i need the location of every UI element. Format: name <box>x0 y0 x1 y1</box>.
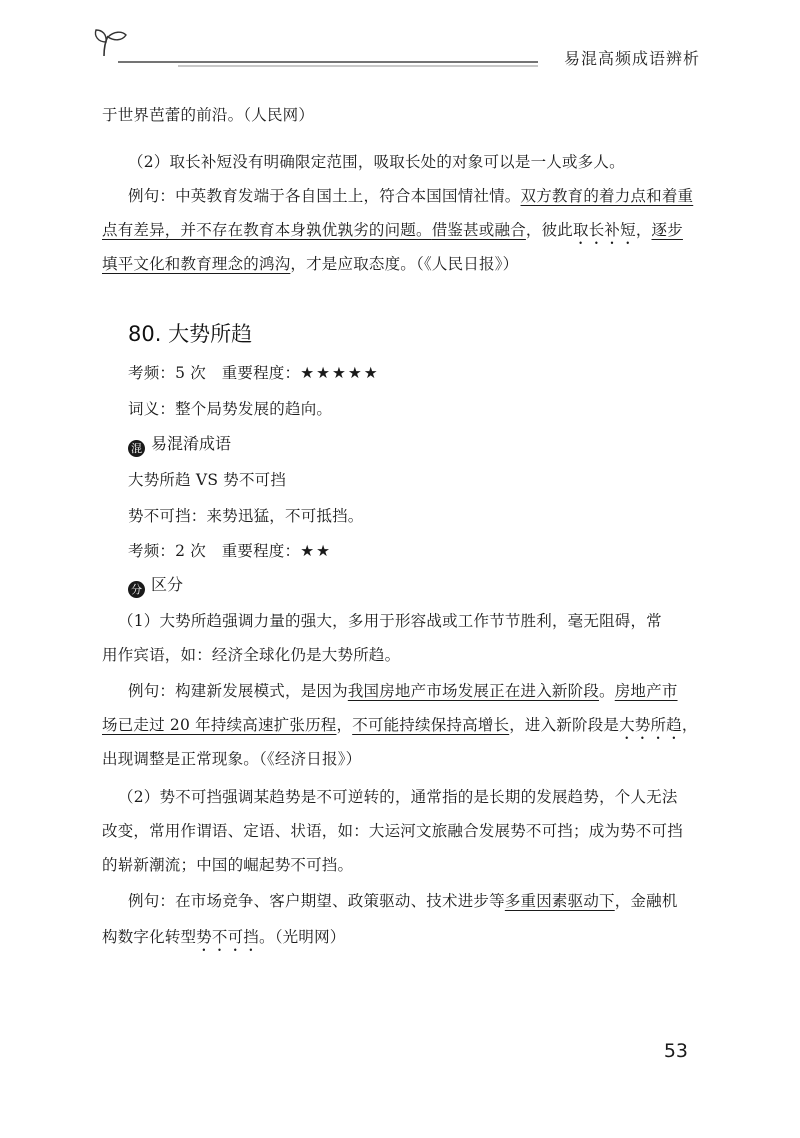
example-text: ， <box>635 221 652 239</box>
difference-badge-icon: 分 <box>128 581 145 598</box>
example-text: ，彼此 <box>525 221 574 239</box>
diff-1-line-2: 用作宾语，如：经济全球化仍是大势所趋。 <box>102 646 401 664</box>
prev-point-2: （2）取长补短没有明确限定范围，吸取长处的对象可以是一人或多人。 <box>128 153 625 171</box>
confuse-badge-icon: 混 <box>128 440 145 457</box>
importance-stars: ★★ <box>300 542 332 560</box>
frequency-label: 考频：2 次 重要程度： <box>128 542 301 560</box>
prev-example-line-1 <box>128 185 693 207</box>
page-number: 53 <box>663 1040 688 1062</box>
example-text: ，才是应取态度。（《人民日报》） <box>290 255 519 273</box>
target-idiom: 势不可挡 <box>196 928 260 946</box>
target-idiom: 大势所趋 <box>619 716 682 734</box>
entry-title: 80. 大势所趋 <box>128 322 253 346</box>
example-text: 例句：中英教育发端于各自国土上，符合本国国情社情。 <box>128 187 521 205</box>
prev-example-line-2 <box>102 219 683 248</box>
running-header-title: 易混高频成语辨析 <box>563 49 700 68</box>
underlined-phrase: 房地产市 <box>614 682 678 700</box>
underlined-phrase: 逐步 <box>651 221 683 239</box>
frequency-label: 考频：5 次 重要程度： <box>128 364 301 382</box>
diff-2-line-1: （2）势不可挡强调某趋势是不可逆转的，通常指的是长期的发展趋势，个人无法 <box>118 788 678 806</box>
underlined-phrase: 借鉴甚或融合 <box>431 221 526 239</box>
underlined-phrase: 多重因素驱动下 <box>504 892 615 910</box>
entry-frequency <box>128 362 380 384</box>
example-text: ，进入新阶段是 <box>509 716 620 734</box>
confuse-heading-text: 易混淆成语 <box>151 434 232 453</box>
example-text: 例句：构建新发展模式，是因为 <box>128 682 348 700</box>
example-text: 。（光明网） <box>259 928 346 946</box>
versus-line: 大势所趋 VS 势不可挡 <box>128 471 287 489</box>
target-idiom: 取长补短 <box>573 221 636 239</box>
diff-1-line-1: （1）大势所趋强调力量的强大，多用于形容战或工作节节胜利，毫无阻碍，常 <box>118 612 662 630</box>
alt-frequency <box>128 540 332 562</box>
header-rule <box>118 56 538 70</box>
underlined-phrase: 我国房地产市场发展正在进入新阶段 <box>347 682 600 700</box>
prev-source-line: 于世界芭蕾的前沿。（人民网） <box>102 106 315 124</box>
importance-stars: ★★★★★ <box>300 364 380 382</box>
example-text: 例句：在市场竞争、客户期望、政策驱动、技术进步等 <box>128 892 505 910</box>
underlined-phrase: 填平文化和教育理念的鸿沟 <box>102 255 291 273</box>
alt-meaning: 势不可挡：来势迅猛，不可抵挡。 <box>128 507 364 525</box>
diff-2-example-line-1 <box>128 890 678 912</box>
diff-2-line-2: 改变，常用作谓语、定语、状语，如：大运河文旅融合发展势不可挡；成为势不可挡 <box>102 822 683 840</box>
example-text: 。 <box>599 682 615 700</box>
diff-2-example-line-2 <box>102 926 345 955</box>
diff-2-line-3: 的崭新潮流；中国的崛起势不可挡。 <box>102 856 354 874</box>
underlined-phrase: 不可能持续保持高增长 <box>352 716 510 734</box>
difference-heading-text: 区分 <box>151 575 184 594</box>
diff-1-example-line-2 <box>102 714 698 743</box>
prev-example-line-3 <box>102 253 518 275</box>
example-text: ， <box>681 716 698 734</box>
example-text: ， <box>336 716 353 734</box>
diff-1-example-line-3: 出现调整是正常现象。（《经济日报》） <box>102 750 362 768</box>
entry-meaning: 词义：整个局势发展的趋向。 <box>128 400 333 418</box>
underlined-phrase: 双方教育的着力点和着重 <box>520 187 694 205</box>
confuse-heading <box>128 433 231 457</box>
example-text: 构数字化转型 <box>102 928 197 946</box>
underlined-phrase: 场已走过 20 年持续高速扩张历程 <box>102 716 337 734</box>
difference-heading <box>128 574 183 598</box>
diff-1-example-line-1 <box>128 680 678 702</box>
example-text: ，金融机 <box>614 892 678 910</box>
underlined-phrase: 点有差异，并不存在教育本身孰优孰劣的问题。 <box>102 221 432 239</box>
